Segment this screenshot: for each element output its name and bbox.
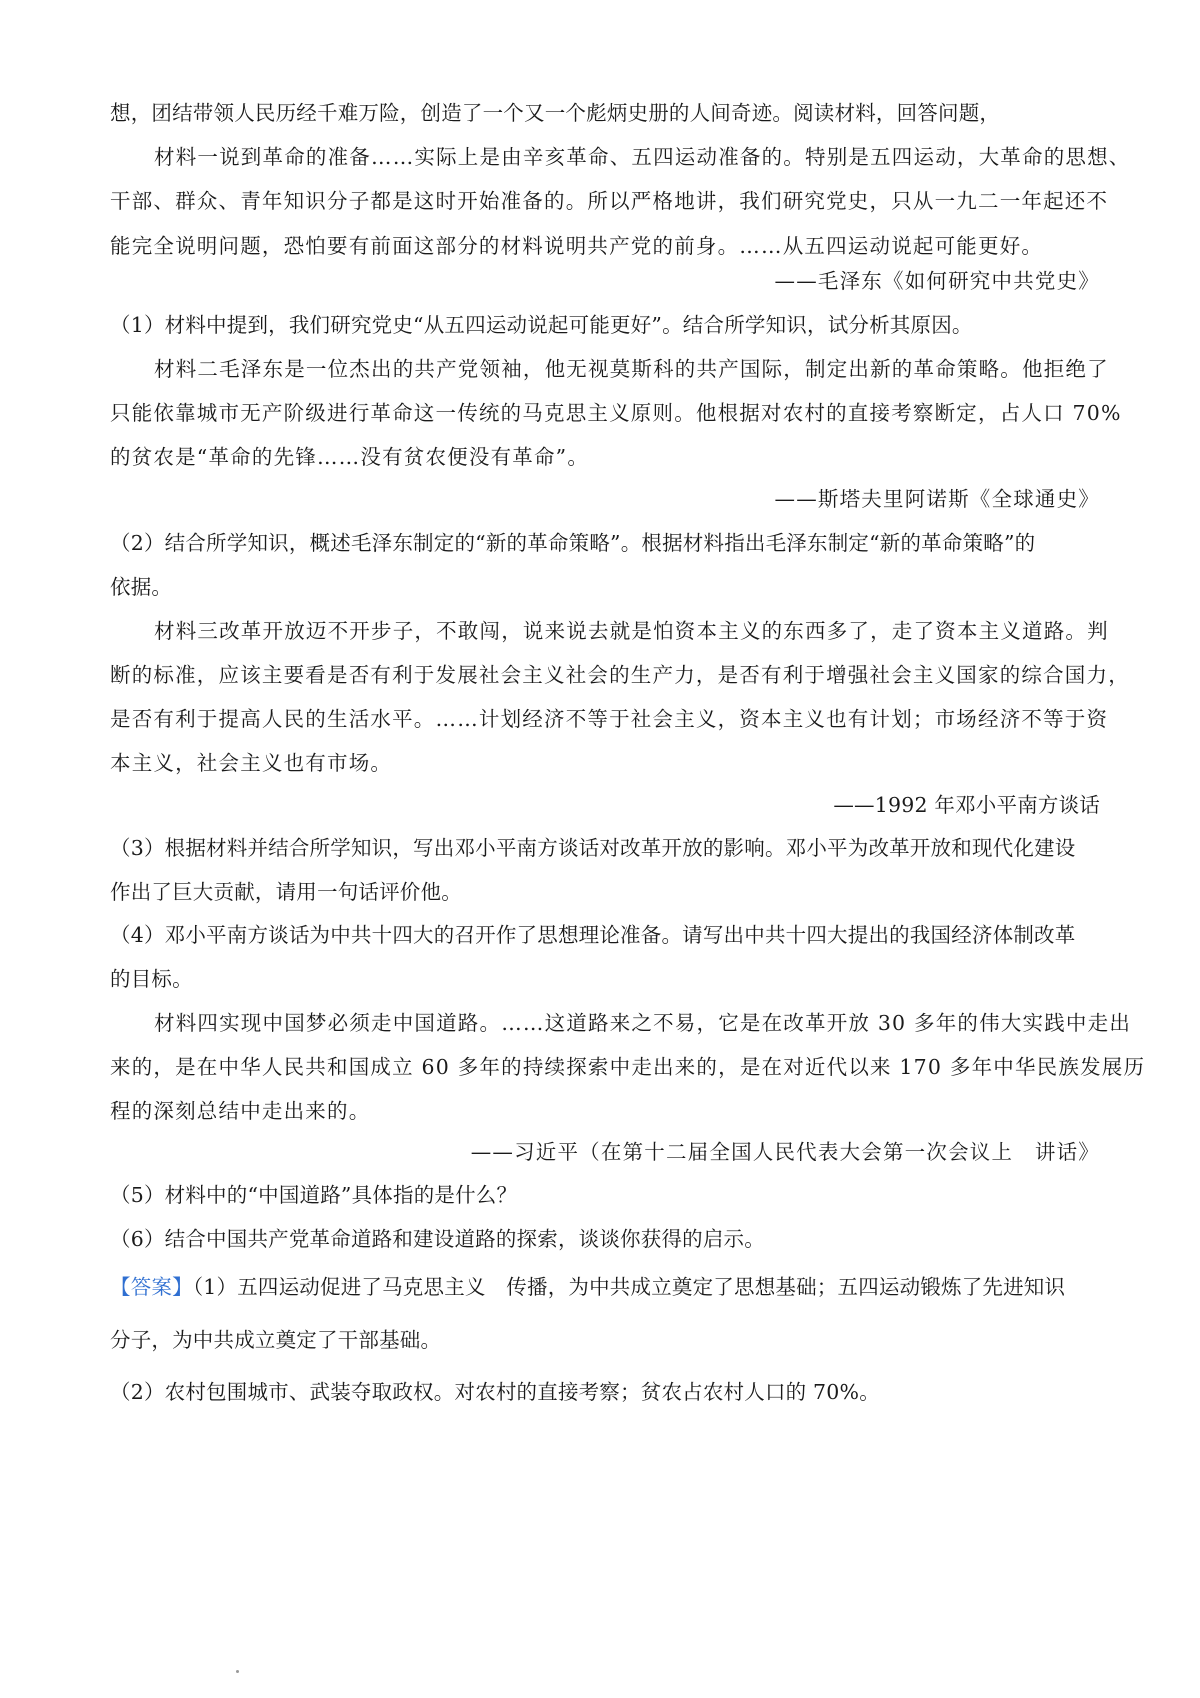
- material-three-line: 断的标准，应该主要看是否有利于发展社会主义社会的生产力，是否有利于增强社会主义国家的综合国力，: [110, 663, 1130, 687]
- question-6: （6）结合中国共产党革命道路和建设道路的探索，谈谈你获得的启示。: [110, 1227, 765, 1251]
- material-one-line: 干部、群众、青年知识分子都是这时开始准备的。所以严格地讲，我们研究党史，只从一九二一年起还不: [110, 189, 1109, 213]
- answer-1: [110, 1272, 1100, 1302]
- text-line: 想，团结带领人民历经千难万险，创造了一个又一个彪炳史册的人间奇迹。阅读材料，回答问题，: [110, 101, 1001, 125]
- question-5: （5）材料中的“中国道路”具体指的是什么？: [110, 1183, 518, 1207]
- material-four-source: ——习近平（在第十二届全国人民代表大会第一次会议上 讲话》: [470, 1140, 1100, 1164]
- material-three-line: 是否有利于提高人民的生活水平。……计划经济不等于社会主义，资本主义也有计划；市场经济不等于资: [110, 707, 1109, 731]
- question-1: （1）材料中提到，我们研究党史“从五四运动说起可能更好”。结合所学知识，试分析其原因。: [110, 313, 973, 337]
- question-2: （2）结合所学知识，概述毛泽东制定的“新的革命策略”。根据材料指出毛泽东制定“新的革命策略”的: [110, 531, 1036, 555]
- material-four-line: 材料四实现中国梦必须走中国道路。……这道路来之不易，它是在改革开放 30 多年的伟大实践中走出: [154, 1011, 1132, 1035]
- material-one-line: 材料一说到革命的准备……实际上是由辛亥革命、五四运动准备的。特别是五四运动，大革命的思想、: [154, 145, 1131, 169]
- material-three-line: 材料三改革开放迈不开步子，不敢闯，说来说去就是怕资本主义的东西多了，走了资本主义道路。判: [154, 619, 1109, 643]
- question-3: （3）根据材料并结合所学知识，写出邓小平南方谈话对改革开放的影响。邓小平为改革开放和现代化建设: [110, 836, 1076, 860]
- material-two-line: 只能依靠城市无产阶级进行革命这一传统的马克思主义原则。他根据对农村的直接考察断定，占人口 70%: [110, 401, 1122, 425]
- answer-1-text: （1）五四运动促进了马克思主义 传播，为中共成立奠定了思想基础；五四运动锻炼了先进知识: [192, 1275, 1066, 1299]
- question-2-cont: 依据。: [110, 575, 173, 599]
- material-four-line: 来的，是在中华人民共和国成立 60 多年的持续探索中走出来的，是在对近代以来 170 多年中华民族发展历: [110, 1055, 1146, 1079]
- material-one-line: 能完全说明问题，恐怕要有前面这部分的材料说明共产党的前身。……从五四运动说起可能更好。: [110, 234, 1044, 258]
- footer-mark: [236, 1670, 239, 1673]
- material-two-line: 材料二毛泽东是一位杰出的共产党领袖，他无视莫斯科的共产国际，制定出新的革命策略。他拒绝了: [154, 357, 1109, 381]
- material-four-line: 程的深刻总结中走出来的。: [110, 1099, 371, 1123]
- answer-label: 【答案】: [110, 1275, 193, 1299]
- material-two-line: 的贫农是“革命的先锋……没有贫农便没有革命”。: [110, 445, 590, 469]
- answer-1-cont: 分子，为中共成立奠定了干部基础。: [110, 1328, 442, 1352]
- question-3-cont: 作出了巨大贡献，请用一句话评价他。: [110, 880, 462, 904]
- material-one-source: ——毛泽东《如何研究中共党史》: [774, 269, 1100, 293]
- material-two-source: ——斯塔夫里阿诺斯《全球通史》: [774, 487, 1100, 511]
- material-three-source: ——1992 年邓小平南方谈话: [833, 793, 1100, 817]
- answer-2: （2）农村包围城市、武装夺取政权。对农村的直接考察；贫农占农村人口的 70%。: [110, 1380, 880, 1404]
- material-three-line: 本主义，社会主义也有市场。: [110, 751, 393, 775]
- question-4-cont: 的目标。: [110, 967, 193, 991]
- question-4: （4）邓小平南方谈话为中共十四大的召开作了思想理论准备。请写出中共十四大提出的我国经济体制改革: [110, 923, 1076, 947]
